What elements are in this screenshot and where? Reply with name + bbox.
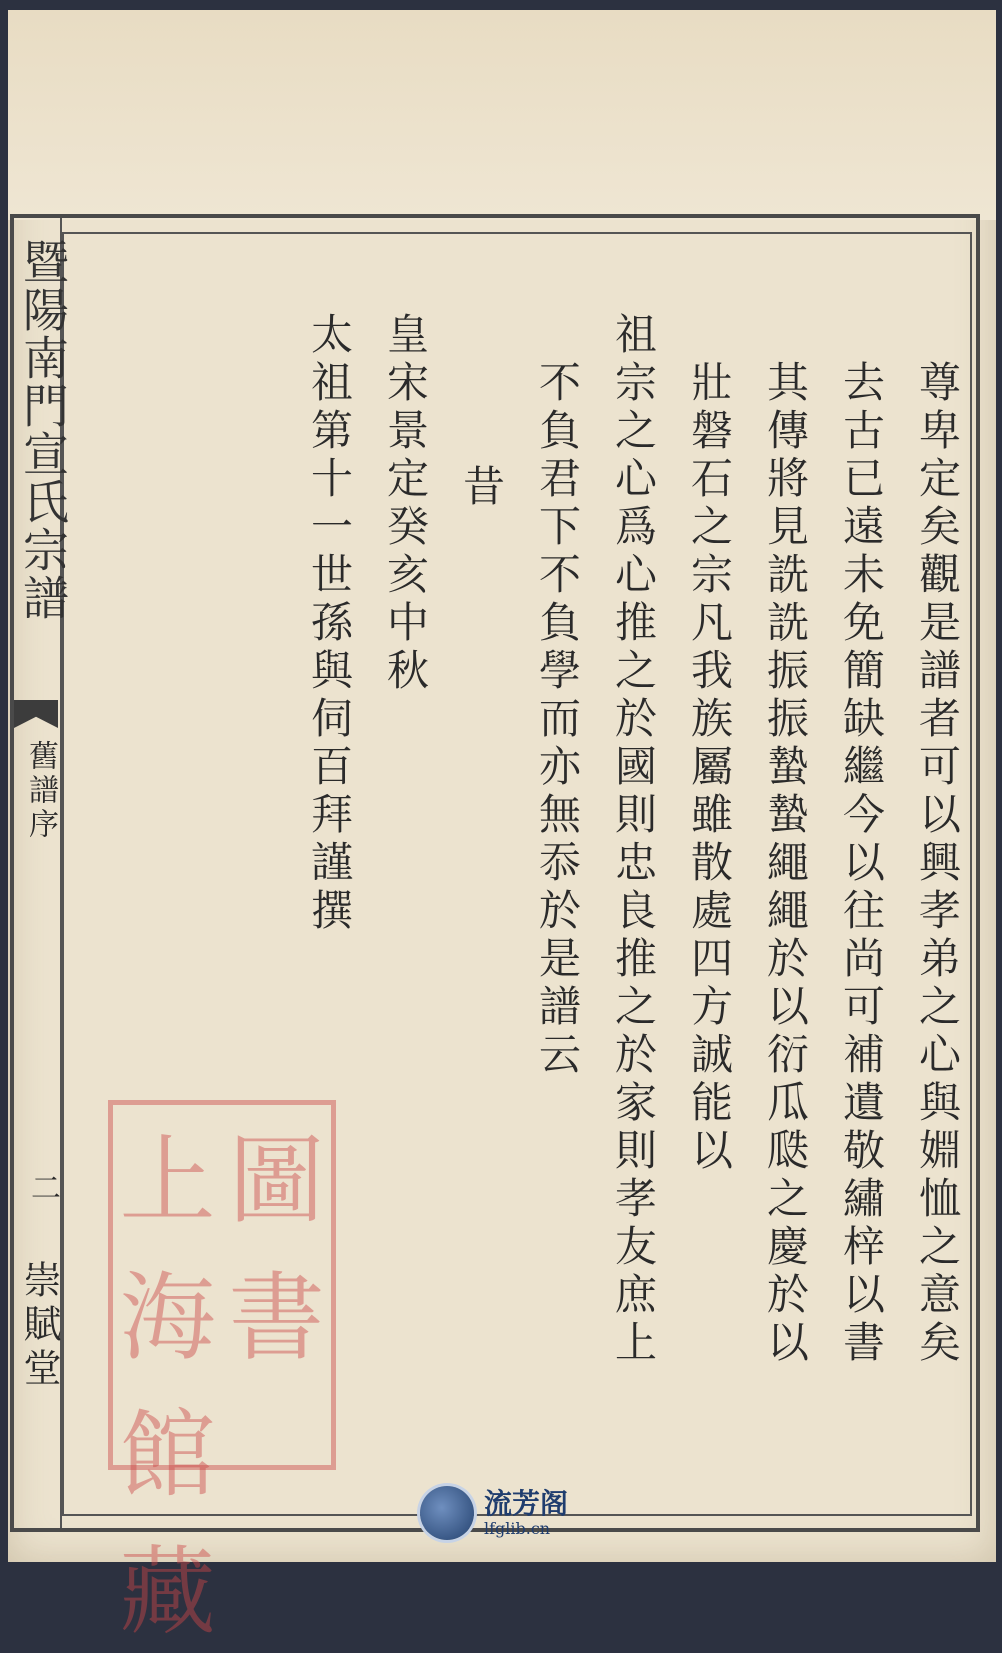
watermark-cn: 流芳阁 [484, 1486, 569, 1520]
site-watermark [420, 1478, 600, 1548]
seal-char: 上海 [119, 1125, 216, 1374]
seal-char: 圖書 [228, 1125, 325, 1374]
page-number: 二 [25, 1172, 60, 1208]
text-column-3: 其傳將見詵詵振振蟄蟄繩繩於以衍瓜瓞之慶於以 [761, 360, 810, 1368]
watermark-en: lfglib.cn [484, 1518, 551, 1538]
text-column-5: 祖宗之心爲心推之於國則忠良推之於家則孝友庶上 [609, 312, 658, 1368]
seal-char [222, 1379, 331, 1653]
text-column-6: 不負君下不負學而亦無忝於是譜云 [533, 360, 582, 1080]
text-column-2: 去古已遠未免簡缺繼今以往尚可補遺敬繡梓以書 [837, 360, 886, 1368]
text-column-7: 昔 [457, 464, 506, 512]
seal-char: 館藏 [119, 1399, 216, 1648]
watermark-logo-icon [420, 1486, 474, 1540]
author-column: 太祖第十一世孫與伺百拜謹撰 [305, 312, 354, 936]
text-column-1: 尊卑定矣觀是譜者可以興孝弟之心與婣恤之意矣 [913, 360, 962, 1368]
section-label: 舊譜序 [23, 740, 58, 842]
hall-name: 崇賦堂 [17, 1260, 61, 1392]
date-column: 皇宋景定癸亥中秋 [381, 312, 430, 696]
library-seal [108, 1100, 336, 1648]
text-column-4: 壯磐石之宗凡我族屬雖散處四方誠能以 [685, 360, 734, 1176]
top-margin [8, 10, 996, 220]
book-title: 暨陽南門宣氏宗譜 [16, 238, 70, 622]
